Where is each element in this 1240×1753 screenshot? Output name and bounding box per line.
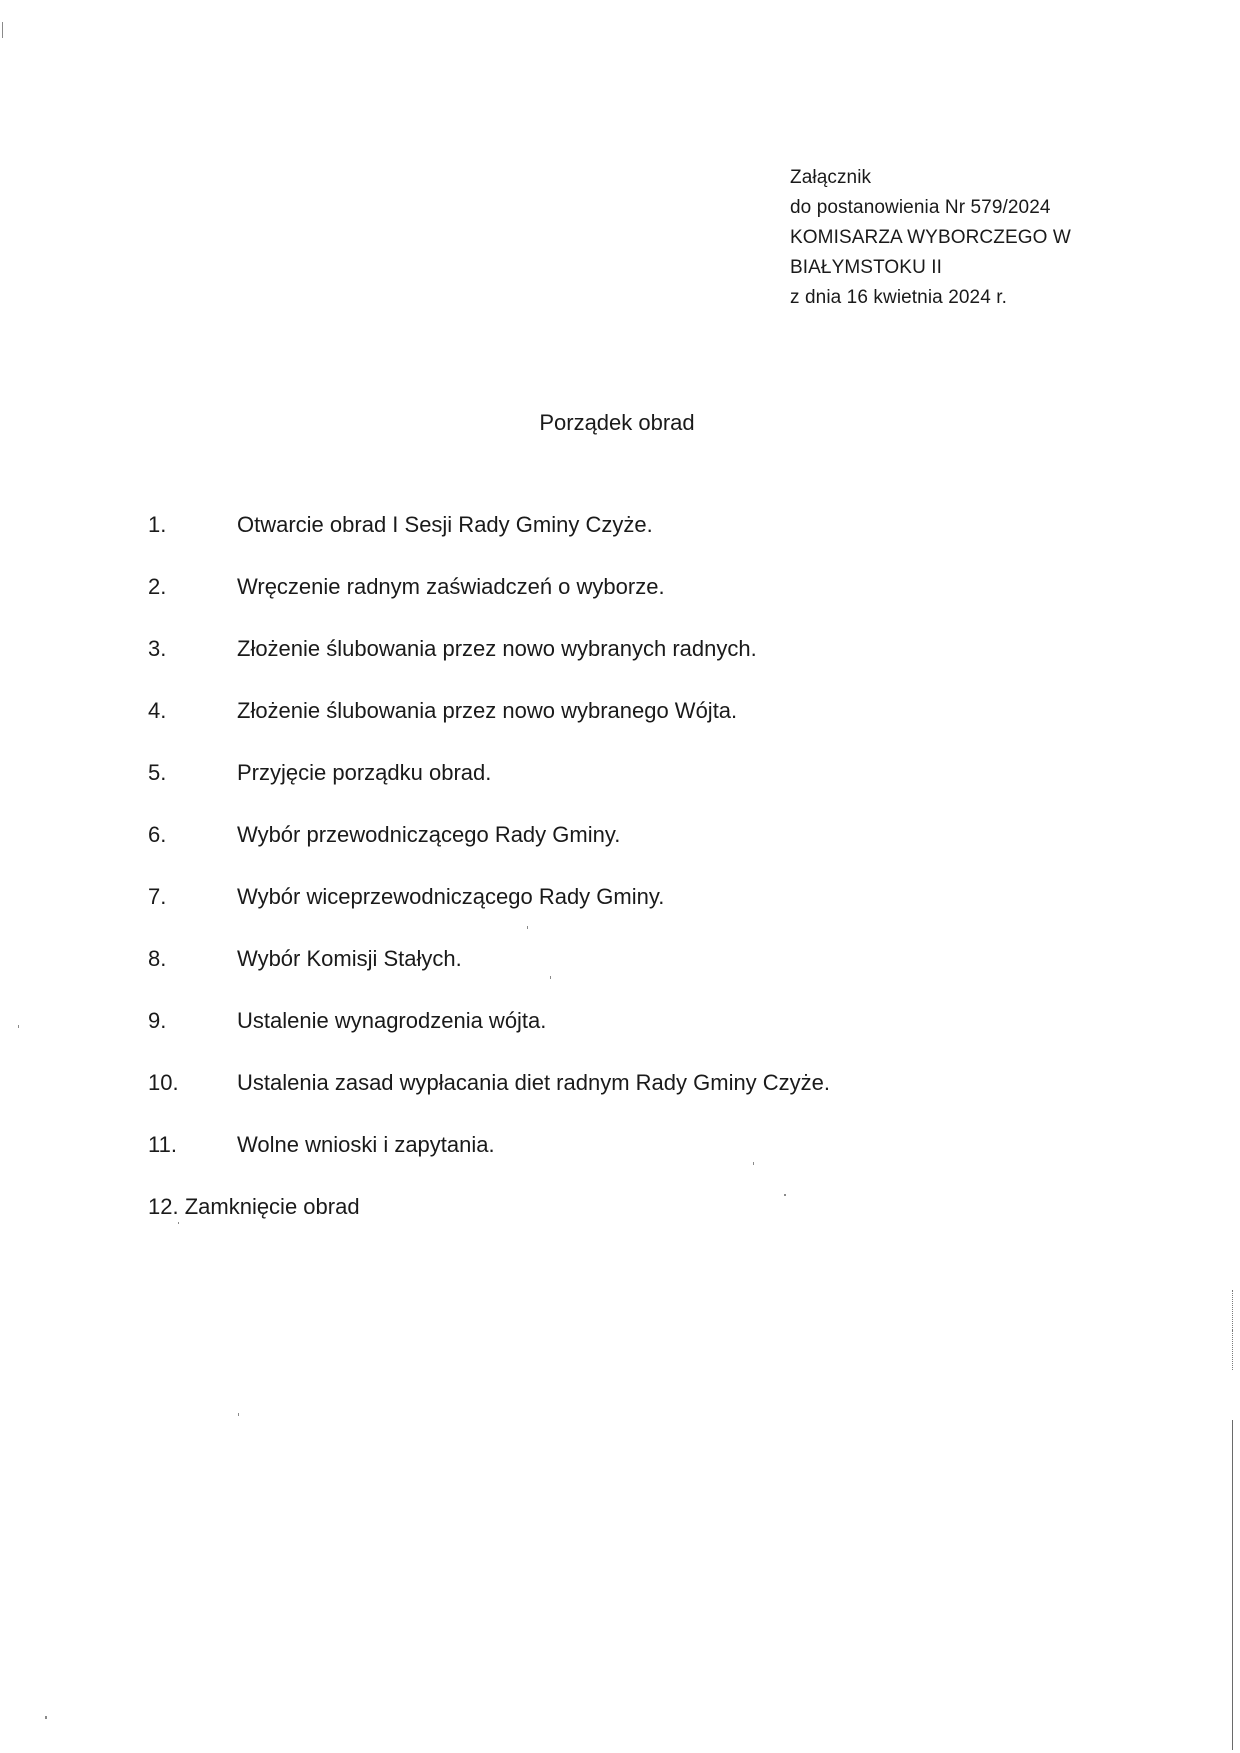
agenda-list: [148, 510, 831, 1254]
agenda-item-text: Wybór przewodniczącego Rady Gminy.: [237, 822, 621, 847]
agenda-item: [148, 758, 492, 820]
scan-speck: [527, 926, 528, 929]
agenda-item-text: Przyjęcie porządku obrad.: [237, 760, 492, 785]
agenda-item-number: 12.: [148, 1194, 185, 1219]
scan-speck: [550, 976, 551, 979]
agenda-item-number: 2.: [148, 574, 167, 599]
agenda-item-text: Wybór wiceprzewodniczącego Rady Gminy.: [237, 884, 665, 909]
agenda-item-number: 1.: [148, 512, 167, 537]
header-line-city: BIAŁYMSTOKU II: [790, 257, 943, 278]
agenda-item: [148, 510, 653, 572]
header-line-attachment: Załącznik: [790, 167, 872, 188]
scan-edge-line: [1232, 1330, 1234, 1370]
agenda-item-number: 7.: [148, 884, 167, 909]
agenda-item: [148, 634, 757, 696]
page-title-text: Porządek obrad: [539, 410, 695, 435]
agenda-item-number: 4.: [148, 698, 167, 723]
agenda-item-number: 5.: [148, 760, 167, 785]
agenda-item: [148, 944, 462, 1006]
agenda-item: [148, 696, 738, 758]
page-title: [0, 408, 1240, 438]
header-line-date: z dnia 16 kwietnia 2024 r.: [790, 287, 1008, 308]
agenda-item: [148, 1130, 495, 1192]
agenda-item: [148, 1006, 547, 1068]
agenda-item: [148, 1068, 831, 1130]
scan-speck: [784, 1194, 786, 1196]
agenda-item-text: Zamknięcie obrad: [184, 1194, 360, 1219]
agenda-item: [148, 572, 665, 634]
agenda-item-number: 3.: [148, 636, 167, 661]
scan-speck: [238, 1413, 239, 1416]
agenda-item-text: Ustalenie wynagrodzenia wójta.: [237, 1008, 547, 1033]
agenda-item-text: Wolne wnioski i zapytania.: [237, 1132, 495, 1157]
scan-speck: [178, 1222, 179, 1224]
agenda-item-text: Złożenie ślubowania przez nowo wybranych radnych.: [237, 636, 757, 661]
scan-speck: [18, 1025, 19, 1028]
agenda-item-text: Wybór Komisji Stałych.: [237, 946, 462, 971]
agenda-item-text: Złożenie ślubowania przez nowo wybranego Wójta.: [237, 698, 738, 723]
agenda-item: [148, 1192, 360, 1254]
attachment-header: [790, 163, 1071, 313]
agenda-item: [148, 882, 665, 944]
scan-speck: [45, 1716, 47, 1719]
agenda-item-number: 9.: [148, 1008, 167, 1033]
agenda-item-number: 11.: [148, 1132, 177, 1157]
agenda-item-text: Ustalenia zasad wypłacania diet radnym Rady Gminy Czyże.: [237, 1070, 831, 1095]
agenda-item-text: Wręczenie radnym zaświadczeń o wyborze.: [237, 574, 665, 599]
scan-speck: [2, 22, 3, 38]
agenda-item-number: 8.: [148, 946, 167, 971]
agenda-item-text: Otwarcie obrad I Sesji Rady Gminy Czyże.: [237, 512, 653, 537]
header-line-resolution: do postanowienia Nr 579/2024: [790, 197, 1051, 218]
header-line-commissioner: KOMISARZA WYBORCZEGO W: [790, 227, 1071, 248]
scan-edge-line: [1232, 1420, 1234, 1750]
scan-speck: [753, 1162, 754, 1165]
agenda-item-number: 6.: [148, 822, 167, 847]
agenda-item-number: 10.: [148, 1070, 179, 1095]
agenda-item: [148, 820, 621, 882]
